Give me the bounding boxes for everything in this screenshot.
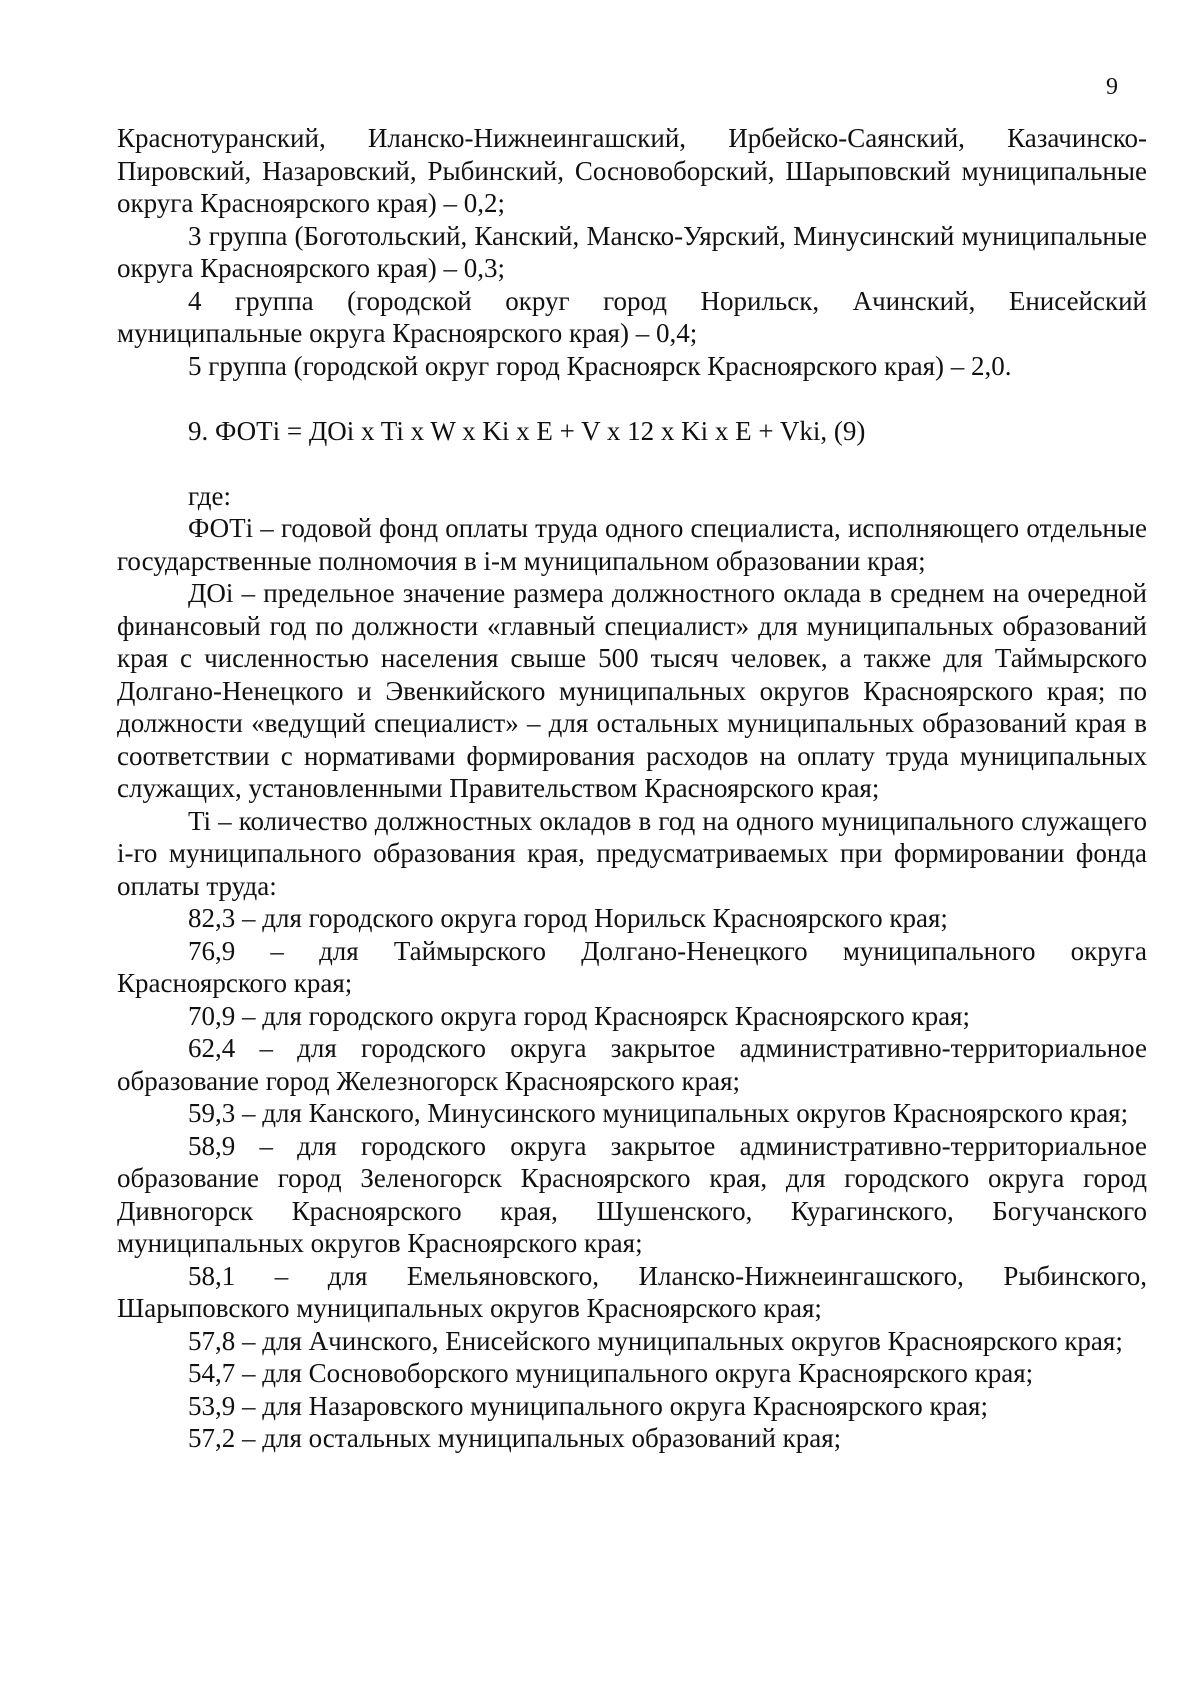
ti-value-norilsk: 82,3 – для городского округа город Норильск Красноярского края;: [188, 903, 948, 933]
spacer: [117, 447, 1147, 480]
ti-value-achinsk-yeniseysk: 57,8 – для Ачинского, Енисейского муниципальных округов Красноярского края;: [188, 1325, 1123, 1356]
where-label: где:: [188, 480, 231, 511]
spacer: [117, 382, 1147, 415]
definition-ti: Ti – количество должностных окладов в год на одного муниципального служащего i-го муниципального образования края, предусматриваемых при формировании фонда оплаты труда:: [117, 805, 1147, 901]
page-number: 9: [1106, 74, 1118, 100]
paragraph-group-4: 4 группа (городской округ город Норильск, Ачинский, Енисейский муниципальные округа Красноярского края) – 0,4;: [117, 285, 1147, 348]
definition-foti: ФОТi – годовой фонд оплаты труда одного специалиста, исполняющего отдельные государственные полномочия в i-м муниципальном образовании края;: [117, 513, 1147, 576]
ti-value-sosnovoborsk: 54,7 – для Сосновоборского муниципального округа Красноярского края;: [188, 1358, 1034, 1388]
ti-value-zheleznogorsk: 62,4 – для городского округа закрытое административно-территориальное образование город Железногорск Красноярского края;: [117, 1033, 1147, 1096]
ti-value-kansk-minusinsk: 59,3 – для Канского, Минусинского муниципальных округов Красноярского края;: [188, 1098, 1129, 1128]
ti-value-emelyanovo-group: 58,1 – для Емельяновского, Иланско-Нижнеингашского, Рыбинского, Шарыповского муниципальных округов Красноярского края;: [117, 1260, 1147, 1323]
ti-value-krasnoyarsk: 70,9 – для городского округа город Красноярск Красноярского края;: [188, 1000, 970, 1031]
paragraph-group-3: 3 группа (Боготольский, Канский, Манско-Уярский, Минусинский муниципальные округа Красноярского края) – 0,3;: [117, 220, 1147, 283]
paragraph-group-2-continuation: Краснотуранский, Иланско-Нижнеингашский, Ирбейско-Саянский, Казачинско-Пировский, Назаровский, Рыбинский, Сосновоборский, Шарыповский муниципальные округа Красноярского края) – 0,2;: [117, 123, 1147, 218]
ti-value-nazarovo: 53,9 – для Назаровского муниципального округа Красноярского края;: [188, 1390, 988, 1421]
ti-value-zelenogorsk-divnogorsk: 58,9 – для городского округа закрытое административно-территориальное образование город Зеленогорск Красноярского края, для городского округа город Дивногорск Красноярского края, Шушенского, Курагинского, Богучанского муниципальных округов Красноярского края;: [117, 1130, 1147, 1258]
ti-value-others: 57,2 – для остальных муниципальных образований края;: [188, 1423, 842, 1453]
definition-doi: ДОi – предельное значение размера должностного оклада в среднем на очередной финансовый год по должности «главный специалист» для муниципальных образований края с численностью населения свыше 500 тысяч человек, а также для Таймырского Долгано-Ненецкого и Эвенкийского муниципальных округов Красноярского края; по должности «ведущий специалист» – для остальных муниципальных образований края в соответствии с нормативами формирования расходов на оплату труда муниципальных служащих, установленными Правительством Красноярского края;: [117, 578, 1147, 803]
ti-value-taimyr: 76,9 – для Таймырского Долгано-Ненецкого муниципального округа Красноярского края;: [117, 935, 1147, 998]
paragraph-group-5: 5 группа (городской округ город Красноярск Красноярского края) – 2,0.: [188, 350, 1012, 381]
formula-9: 9. ФОТi = ДОi x Ti x W x Ki x E + V x 12 x Ki x E + Vki, (9): [188, 415, 866, 446]
document-body: [117, 122, 1147, 1455]
